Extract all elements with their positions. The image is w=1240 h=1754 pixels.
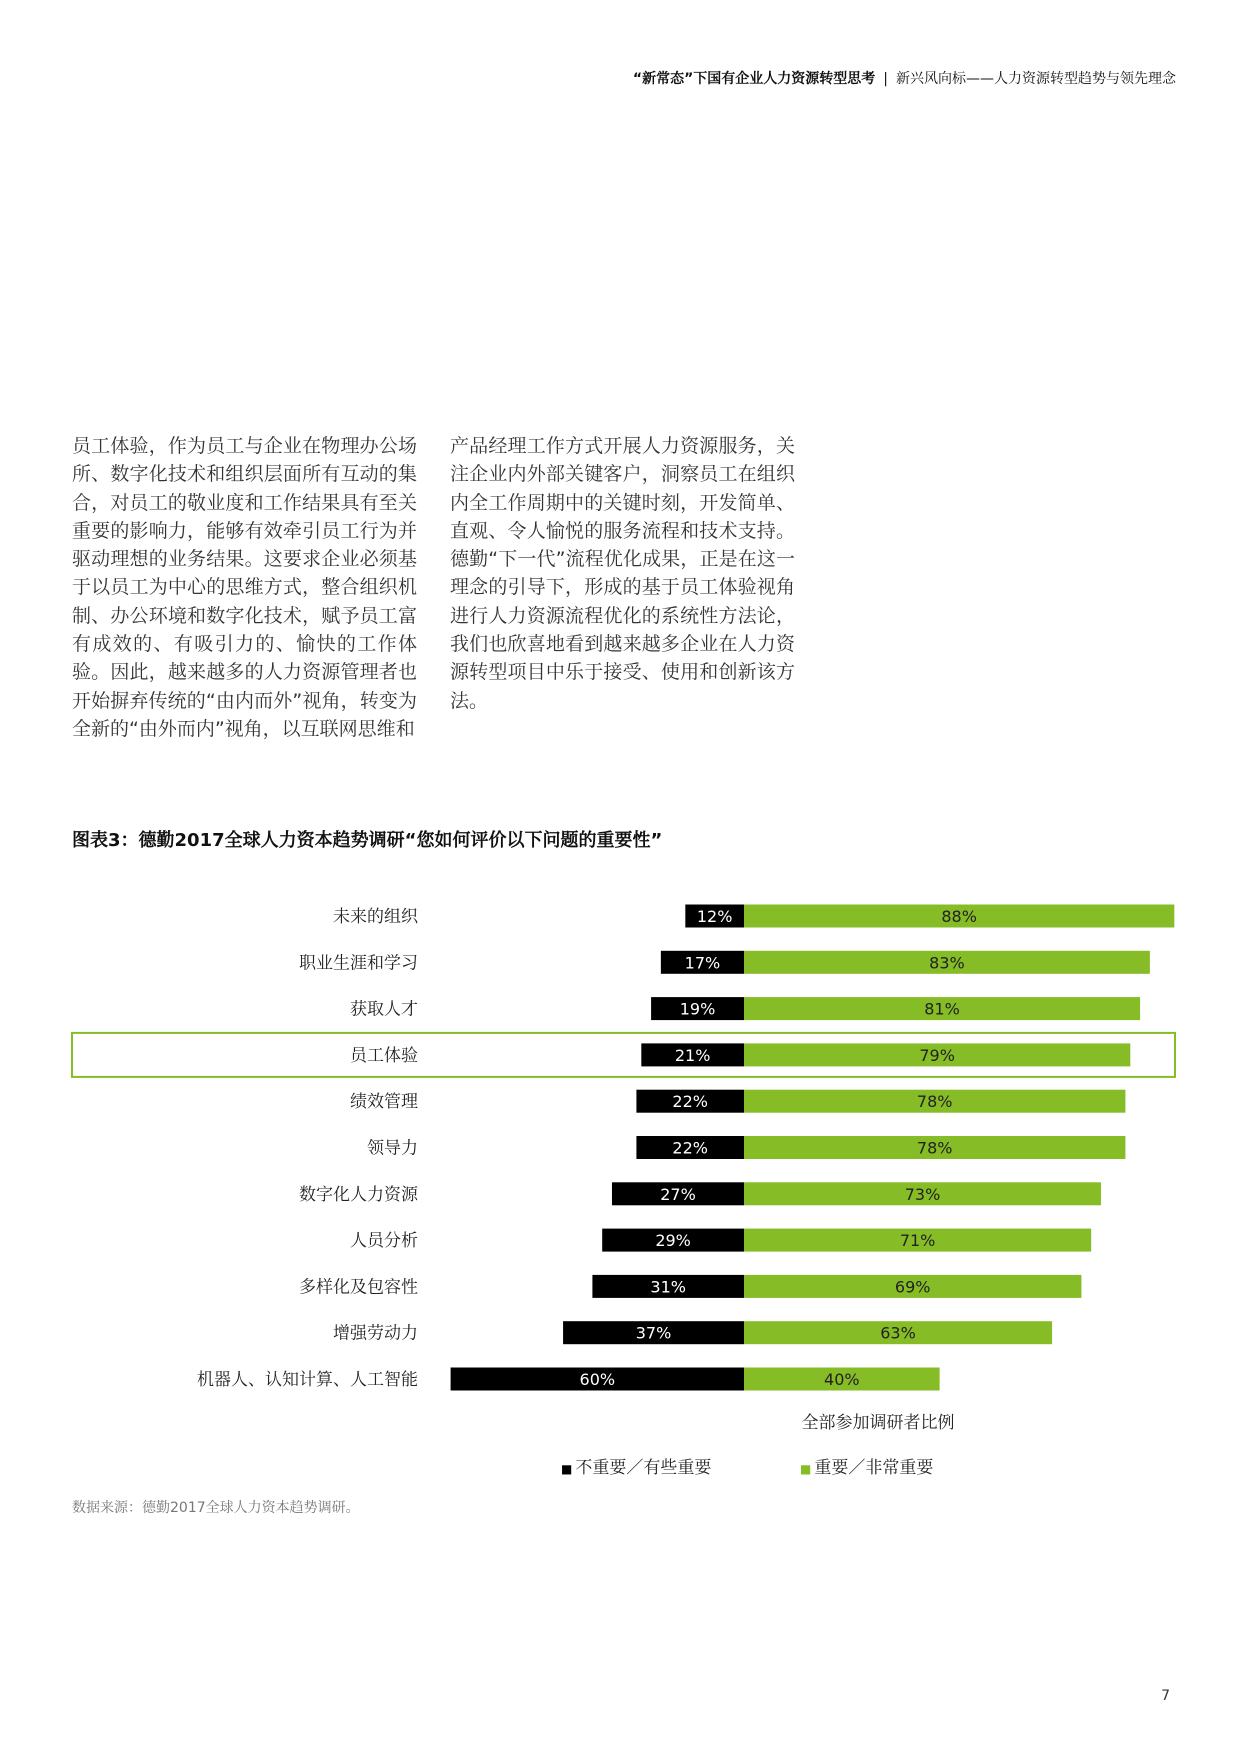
data-label-not-important: 19% <box>679 999 716 1019</box>
legend-item <box>561 1458 711 1478</box>
legend-label: 不重要／有些重要 <box>575 1458 712 1478</box>
data-label-important: 73% <box>904 1184 941 1204</box>
data-label-not-important: 29% <box>655 1231 691 1251</box>
legend-item <box>800 1458 933 1478</box>
category-label: 获取人才 <box>350 999 418 1020</box>
header-subtitle: 新兴风向标——人力资源转型趋势与领先理念 <box>896 71 1176 87</box>
data-label-not-important: 22% <box>672 1138 708 1158</box>
body-text-right: 产品经理工作方式开展人力资源服务，关注企业内外部关键客户，洞察员工在组织内全工作周期中的关键时刻，开发简单、直观、令人愉悦的服务流程和技术支持。德勤“下一代”流程优化成果，正是在这一理念的引导下，形成的基于员工体验视角进行人力资源流程优化的系统性方法论，我们也欣喜地看到越来越多企业在人力资源转型项目中乐于接受、使用和创新该方法。 <box>450 435 795 712</box>
category-label: 绩效管理 <box>350 1092 418 1113</box>
data-label-important: 69% <box>894 1277 931 1297</box>
data-label-not-important: 22% <box>672 1092 708 1112</box>
data-label-not-important: 21% <box>674 1045 711 1065</box>
legend-marker: ■ <box>561 1462 573 1476</box>
page-number: 7 <box>1161 1688 1170 1704</box>
data-source-note: 数据来源：德勤2017全球人力资本趋势调研。 <box>72 1500 360 1516</box>
header-title: “新常态”下国有企业人力资源转型思考 <box>632 71 876 87</box>
header-separator: | <box>883 71 888 87</box>
data-label-important: 78% <box>916 1138 953 1158</box>
data-label-not-important: 60% <box>579 1370 616 1389</box>
figure-title: 图表3：德勤2017全球人力资本趋势调研“您如何评价以下问题的重要性” <box>72 830 663 851</box>
x-axis-label: 全部参加调研者比例 <box>801 1413 955 1433</box>
data-label-important: 71% <box>899 1231 936 1251</box>
data-label-important: 63% <box>880 1323 916 1343</box>
data-label-not-important: 31% <box>650 1277 686 1297</box>
data-label-important: 40% <box>824 1370 860 1389</box>
data-label-not-important: 37% <box>635 1323 672 1343</box>
data-label-important: 79% <box>919 1045 955 1065</box>
data-label-not-important: 17% <box>684 953 721 973</box>
data-label-not-important: 27% <box>660 1184 696 1204</box>
data-label-important: 81% <box>924 999 960 1019</box>
category-label: 未来的组织 <box>333 907 418 927</box>
legend-label: 重要／非常重要 <box>814 1458 934 1478</box>
data-label-important: 83% <box>929 953 965 973</box>
data-label-important: 78% <box>916 1092 953 1112</box>
data-label-not-important: 12% <box>696 907 733 926</box>
category-label: 机器人、认知计算、人工智能 <box>197 1370 418 1390</box>
data-label-important: 88% <box>941 907 977 926</box>
category-label: 人员分析 <box>350 1231 418 1252</box>
legend-marker: ■ <box>800 1462 812 1476</box>
body-text-left: 员工体验，作为员工与企业在物理办公场所、数字化技术和组织层面所有互动的集合，对员工的敬业度和工作结果具有至关重要的影响力，能够有效牵引员工行为并驱动理想的业务结果。这要求企业必须基于以员工为中心的思维方式，整合组织机制、办公环境和数字化技术，赋予员工富有成效的、有吸引力的、愉快的工作体验。因此，越来越多的人力资源管理者也开始摒弃传统的“由内而外”视角，转变为全新的“由外而内”视角，以互联网思维和 <box>72 435 417 740</box>
category-label: 多样化及包容性 <box>299 1277 418 1298</box>
category-label: 职业生涯和学习 <box>299 953 418 974</box>
category-label: 领导力 <box>367 1138 418 1159</box>
category-label: 员工体验 <box>350 1045 418 1066</box>
category-label: 增强劳动力 <box>333 1323 418 1344</box>
category-label: 数字化人力资源 <box>299 1184 418 1205</box>
